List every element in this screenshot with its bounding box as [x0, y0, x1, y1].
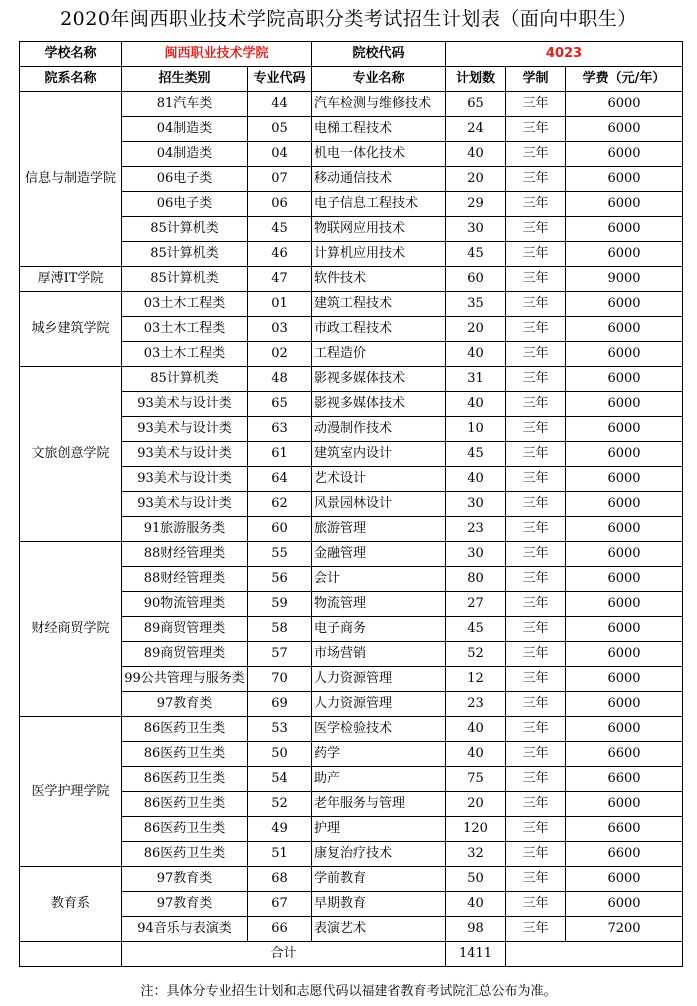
plan-count-cell: 40 — [446, 467, 506, 492]
header-years: 学制 — [506, 67, 566, 92]
total-row — [20, 942, 683, 967]
department-name: 文旅创意学院 — [20, 367, 122, 542]
plan-count-cell: 23 — [446, 692, 506, 717]
category-cell: 85计算机类 — [122, 267, 248, 292]
category-cell: 93美术与设计类 — [122, 442, 248, 467]
major-code-cell: 66 — [248, 917, 312, 942]
category-cell: 04制造类 — [122, 142, 248, 167]
major-name-cell: 助产 — [312, 767, 446, 792]
school-name-label: 学校名称 — [20, 42, 122, 67]
study-years-cell: 三年 — [506, 142, 566, 167]
major-code-cell: 06 — [248, 192, 312, 217]
category-cell: 03土木工程类 — [122, 317, 248, 342]
major-code-cell: 53 — [248, 717, 312, 742]
tuition-fee-cell: 6000 — [566, 242, 683, 267]
study-years-cell: 三年 — [506, 467, 566, 492]
total-empty-cell — [20, 942, 122, 967]
study-years-cell: 三年 — [506, 317, 566, 342]
plan-count-cell: 75 — [446, 767, 506, 792]
tuition-fee-cell: 9000 — [566, 267, 683, 292]
category-cell: 99公共管理与服务类 — [122, 667, 248, 692]
category-cell: 97教育类 — [122, 692, 248, 717]
major-code-cell: 03 — [248, 317, 312, 342]
tuition-fee-cell: 6000 — [566, 217, 683, 242]
tuition-fee-cell: 6000 — [566, 317, 683, 342]
tuition-fee-cell: 6000 — [566, 542, 683, 567]
major-name-cell: 汽车检测与维修技术 — [312, 92, 446, 117]
tuition-fee-cell: 6600 — [566, 767, 683, 792]
major-code-cell: 57 — [248, 642, 312, 667]
category-cell: 85计算机类 — [122, 242, 248, 267]
department-name: 财经商贸学院 — [20, 542, 122, 717]
plan-count-cell: 45 — [446, 617, 506, 642]
study-years-cell: 三年 — [506, 892, 566, 917]
category-cell: 88财经管理类 — [122, 542, 248, 567]
major-code-cell: 54 — [248, 767, 312, 792]
plan-count-cell: 45 — [446, 442, 506, 467]
plan-count-cell: 30 — [446, 542, 506, 567]
plan-count-cell: 29 — [446, 192, 506, 217]
major-code-cell: 62 — [248, 492, 312, 517]
major-name-cell: 人力资源管理 — [312, 692, 446, 717]
major-name-cell: 物联网应用技术 — [312, 217, 446, 242]
plan-count-cell: 20 — [446, 167, 506, 192]
study-years-cell: 三年 — [506, 542, 566, 567]
category-cell: 86医药卫生类 — [122, 792, 248, 817]
major-code-cell: 52 — [248, 792, 312, 817]
category-cell: 03土木工程类 — [122, 292, 248, 317]
major-code-cell: 61 — [248, 442, 312, 467]
study-years-cell: 三年 — [506, 342, 566, 367]
tuition-fee-cell: 6000 — [566, 342, 683, 367]
table-row — [20, 292, 683, 317]
plan-count-cell: 40 — [446, 142, 506, 167]
category-cell: 90物流管理类 — [122, 592, 248, 617]
major-name-cell: 动漫制作技术 — [312, 417, 446, 442]
major-code-cell: 04 — [248, 142, 312, 167]
major-code-cell: 55 — [248, 542, 312, 567]
department-name: 教育系 — [20, 867, 122, 942]
tuition-fee-cell: 6000 — [566, 642, 683, 667]
major-code-cell: 46 — [248, 242, 312, 267]
study-years-cell: 三年 — [506, 167, 566, 192]
category-cell: 97教育类 — [122, 867, 248, 892]
major-code-cell: 67 — [248, 892, 312, 917]
major-name-cell: 市政工程技术 — [312, 317, 446, 342]
plan-count-cell: 52 — [446, 642, 506, 667]
major-code-cell: 02 — [248, 342, 312, 367]
study-years-cell: 三年 — [506, 192, 566, 217]
header-major-code: 专业代码 — [248, 67, 312, 92]
major-code-cell: 51 — [248, 842, 312, 867]
category-cell: 06电子类 — [122, 192, 248, 217]
department-name: 信息与制造学院 — [20, 92, 122, 267]
major-code-cell: 50 — [248, 742, 312, 767]
major-name-cell: 护理 — [312, 817, 446, 842]
category-cell: 85计算机类 — [122, 217, 248, 242]
plan-count-cell: 32 — [446, 842, 506, 867]
plan-count-cell: 10 — [446, 417, 506, 442]
major-code-cell: 49 — [248, 817, 312, 842]
major-code-cell: 63 — [248, 417, 312, 442]
major-name-cell: 工程造价 — [312, 342, 446, 367]
category-cell: 03土木工程类 — [122, 342, 248, 367]
study-years-cell: 三年 — [506, 592, 566, 617]
tuition-fee-cell: 6000 — [566, 567, 683, 592]
major-name-cell: 软件技术 — [312, 267, 446, 292]
study-years-cell: 三年 — [506, 792, 566, 817]
tuition-fee-cell: 6000 — [566, 167, 683, 192]
major-name-cell: 康复治疗技术 — [312, 842, 446, 867]
enrollment-plan-table — [19, 41, 683, 967]
category-cell: 94音乐与表演类 — [122, 917, 248, 942]
study-years-cell: 三年 — [506, 867, 566, 892]
plan-count-cell: 27 — [446, 592, 506, 617]
study-years-cell: 三年 — [506, 242, 566, 267]
study-years-cell: 三年 — [506, 917, 566, 942]
plan-count-cell: 40 — [446, 392, 506, 417]
category-cell: 86医药卫生类 — [122, 717, 248, 742]
major-name-cell: 表演艺术 — [312, 917, 446, 942]
tuition-fee-cell: 7200 — [566, 917, 683, 942]
table-row — [20, 717, 683, 742]
header-major-name: 专业名称 — [312, 67, 446, 92]
major-name-cell: 计算机应用技术 — [312, 242, 446, 267]
major-name-cell: 影视多媒体技术 — [312, 367, 446, 392]
category-cell: 93美术与设计类 — [122, 392, 248, 417]
study-years-cell: 三年 — [506, 692, 566, 717]
plan-count-cell: 80 — [446, 567, 506, 592]
plan-count-cell: 50 — [446, 867, 506, 892]
plan-count-cell: 24 — [446, 117, 506, 142]
category-cell: 81汽车类 — [122, 92, 248, 117]
department-name: 厚溥IT学院 — [20, 267, 122, 292]
category-cell: 93美术与设计类 — [122, 417, 248, 442]
tuition-fee-cell: 6000 — [566, 617, 683, 642]
major-code-cell: 56 — [248, 567, 312, 592]
major-name-cell: 电梯工程技术 — [312, 117, 446, 142]
category-cell: 93美术与设计类 — [122, 467, 248, 492]
study-years-cell: 三年 — [506, 442, 566, 467]
plan-count-cell: 35 — [446, 292, 506, 317]
major-name-cell: 机电一体化技术 — [312, 142, 446, 167]
study-years-cell: 三年 — [506, 717, 566, 742]
category-cell: 89商贸管理类 — [122, 642, 248, 667]
category-cell: 93美术与设计类 — [122, 492, 248, 517]
table-header-row — [20, 67, 683, 92]
category-cell: 91旅游服务类 — [122, 517, 248, 542]
tuition-fee-cell: 6000 — [566, 192, 683, 217]
major-name-cell: 老年服务与管理 — [312, 792, 446, 817]
header-fee: 学费（元/年） — [566, 67, 683, 92]
school-code-label: 院校代码 — [312, 42, 446, 67]
school-info-row — [20, 42, 683, 67]
tuition-fee-cell: 6000 — [566, 792, 683, 817]
plan-count-cell: 65 — [446, 92, 506, 117]
study-years-cell: 三年 — [506, 517, 566, 542]
plan-count-cell: 40 — [446, 342, 506, 367]
major-name-cell: 建筑室内设计 — [312, 442, 446, 467]
major-code-cell: 45 — [248, 217, 312, 242]
category-cell: 86医药卫生类 — [122, 817, 248, 842]
category-cell: 04制造类 — [122, 117, 248, 142]
tuition-fee-cell: 6000 — [566, 667, 683, 692]
study-years-cell: 三年 — [506, 567, 566, 592]
tuition-fee-cell: 6600 — [566, 742, 683, 767]
tuition-fee-cell: 6000 — [566, 367, 683, 392]
header-category: 招生类别 — [122, 67, 248, 92]
major-code-cell: 47 — [248, 267, 312, 292]
plan-count-cell: 30 — [446, 492, 506, 517]
study-years-cell: 三年 — [506, 817, 566, 842]
plan-count-cell: 31 — [446, 367, 506, 392]
major-code-cell: 48 — [248, 367, 312, 392]
category-cell: 86医药卫生类 — [122, 767, 248, 792]
major-name-cell: 药学 — [312, 742, 446, 767]
study-years-cell: 三年 — [506, 417, 566, 442]
tuition-fee-cell: 6000 — [566, 892, 683, 917]
tuition-fee-cell: 6000 — [566, 142, 683, 167]
major-code-cell: 01 — [248, 292, 312, 317]
study-years-cell: 三年 — [506, 667, 566, 692]
major-name-cell: 电子信息工程技术 — [312, 192, 446, 217]
major-code-cell: 68 — [248, 867, 312, 892]
category-cell: 06电子类 — [122, 167, 248, 192]
plan-count-cell: 20 — [446, 792, 506, 817]
tuition-fee-cell: 6000 — [566, 442, 683, 467]
tuition-fee-cell: 6000 — [566, 717, 683, 742]
page-title: 2020年闽西职业技术学院高职分类考试招生计划表（面向中职生） — [60, 8, 637, 30]
study-years-cell: 三年 — [506, 392, 566, 417]
table-row — [20, 92, 683, 117]
department-name: 医学护理学院 — [20, 717, 122, 867]
tuition-fee-cell: 6000 — [566, 92, 683, 117]
study-years-cell: 三年 — [506, 617, 566, 642]
tuition-fee-cell: 6000 — [566, 392, 683, 417]
study-years-cell: 三年 — [506, 742, 566, 767]
school-code-value: 4023 — [446, 42, 683, 67]
major-name-cell: 学前教育 — [312, 867, 446, 892]
major-name-cell: 市场营销 — [312, 642, 446, 667]
major-name-cell: 金融管理 — [312, 542, 446, 567]
major-code-cell: 64 — [248, 467, 312, 492]
major-code-cell: 69 — [248, 692, 312, 717]
major-code-cell: 60 — [248, 517, 312, 542]
major-code-cell: 05 — [248, 117, 312, 142]
major-code-cell: 07 — [248, 167, 312, 192]
category-cell: 85计算机类 — [122, 367, 248, 392]
major-name-cell: 移动通信技术 — [312, 167, 446, 192]
major-name-cell: 会计 — [312, 567, 446, 592]
major-name-cell: 物流管理 — [312, 592, 446, 617]
footnote: 注：具体分专业招生计划和志愿代码以福建省教育考试院汇总公布为准。 — [140, 984, 557, 999]
tuition-fee-cell: 6000 — [566, 417, 683, 442]
study-years-cell: 三年 — [506, 267, 566, 292]
table-row — [20, 367, 683, 392]
study-years-cell: 三年 — [506, 117, 566, 142]
plan-count-cell: 12 — [446, 667, 506, 692]
tuition-fee-cell: 6000 — [566, 692, 683, 717]
plan-count-cell: 40 — [446, 717, 506, 742]
major-name-cell: 风景园林设计 — [312, 492, 446, 517]
major-name-cell: 影视多媒体技术 — [312, 392, 446, 417]
category-cell: 86医药卫生类 — [122, 842, 248, 867]
major-name-cell: 旅游管理 — [312, 517, 446, 542]
tuition-fee-cell: 6000 — [566, 467, 683, 492]
major-name-cell: 人力资源管理 — [312, 667, 446, 692]
category-cell: 86医药卫生类 — [122, 742, 248, 767]
plan-count-cell: 20 — [446, 317, 506, 342]
plan-count-cell: 120 — [446, 817, 506, 842]
major-code-cell: 44 — [248, 92, 312, 117]
plan-count-cell: 40 — [446, 892, 506, 917]
tuition-fee-cell: 6000 — [566, 867, 683, 892]
tuition-fee-cell: 6600 — [566, 817, 683, 842]
study-years-cell: 三年 — [506, 492, 566, 517]
category-cell: 97教育类 — [122, 892, 248, 917]
school-name-value: 闽西职业技术学院 — [122, 42, 312, 67]
table-row — [20, 542, 683, 567]
major-code-cell: 59 — [248, 592, 312, 617]
study-years-cell: 三年 — [506, 217, 566, 242]
major-code-cell: 65 — [248, 392, 312, 417]
major-code-cell: 58 — [248, 617, 312, 642]
total-plan-count: 1411 — [446, 942, 506, 967]
study-years-cell: 三年 — [506, 367, 566, 392]
plan-count-cell: 23 — [446, 517, 506, 542]
plan-count-cell: 98 — [446, 917, 506, 942]
major-code-cell: 70 — [248, 667, 312, 692]
study-years-cell: 三年 — [506, 92, 566, 117]
tuition-fee-cell: 6000 — [566, 492, 683, 517]
major-name-cell: 电子商务 — [312, 617, 446, 642]
plan-count-cell: 45 — [446, 242, 506, 267]
table-row — [20, 867, 683, 892]
tuition-fee-cell: 6000 — [566, 592, 683, 617]
study-years-cell: 三年 — [506, 767, 566, 792]
tuition-fee-cell: 6000 — [566, 517, 683, 542]
header-plan: 计划数 — [446, 67, 506, 92]
study-years-cell: 三年 — [506, 292, 566, 317]
major-name-cell: 建筑工程技术 — [312, 292, 446, 317]
major-name-cell: 早期教育 — [312, 892, 446, 917]
major-name-cell: 艺术设计 — [312, 467, 446, 492]
department-name: 城乡建筑学院 — [20, 292, 122, 367]
plan-count-cell: 40 — [446, 742, 506, 767]
major-name-cell: 医学检验技术 — [312, 717, 446, 742]
total-label: 合计 — [122, 942, 446, 967]
category-cell: 89商贸管理类 — [122, 617, 248, 642]
table-row — [20, 267, 683, 292]
tuition-fee-cell: 6600 — [566, 842, 683, 867]
tuition-fee-cell: 6000 — [566, 117, 683, 142]
plan-count-cell: 60 — [446, 267, 506, 292]
category-cell: 88财经管理类 — [122, 567, 248, 592]
tuition-fee-cell: 6000 — [566, 292, 683, 317]
study-years-cell: 三年 — [506, 842, 566, 867]
header-department: 院系名称 — [20, 67, 122, 92]
plan-count-cell: 30 — [446, 217, 506, 242]
total-empty-cell — [506, 942, 683, 967]
study-years-cell: 三年 — [506, 642, 566, 667]
